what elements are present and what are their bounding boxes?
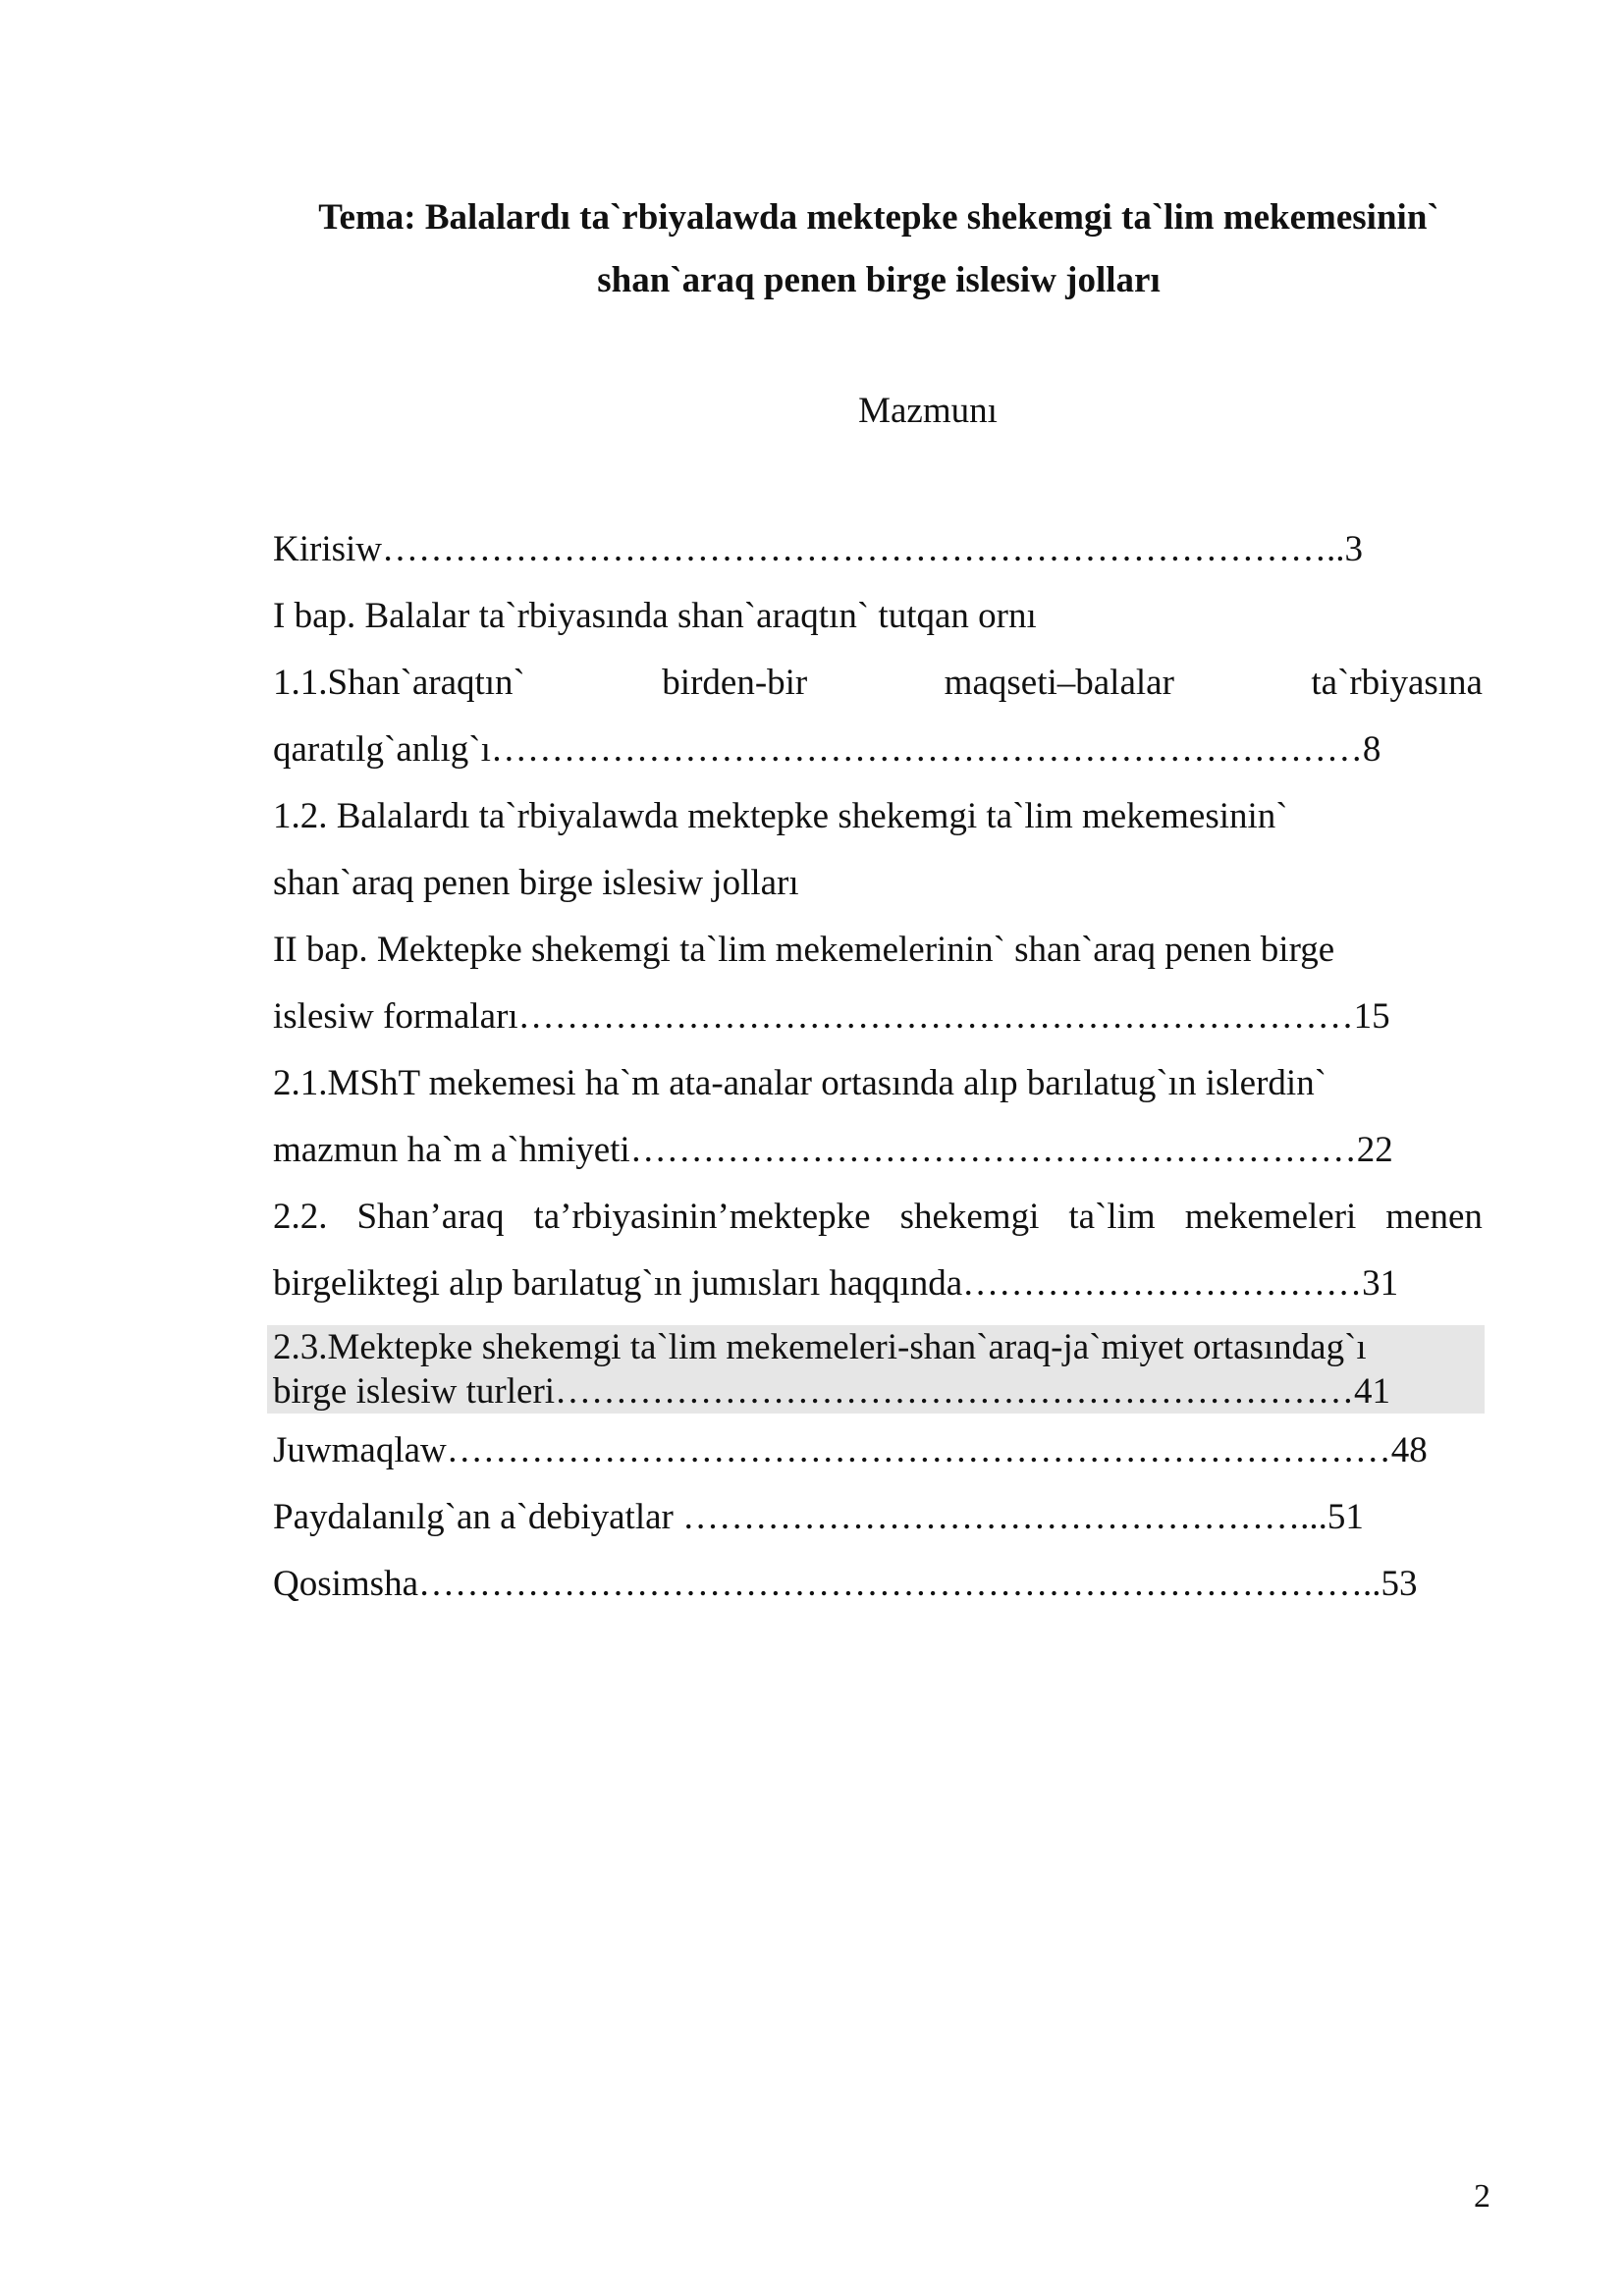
- toc-entry-2-3-highlighted: [267, 1325, 1485, 1414]
- toc-entry-introduction: Kirisiw……………………………………………………………………..3: [273, 529, 1363, 569]
- toc-word: ta`rbiyasına: [1311, 663, 1483, 703]
- toc-entry-2-2: [273, 1184, 1483, 1251]
- toc-word: Shan’araq: [356, 1197, 505, 1237]
- toc-entry-chapter-2-continued: islesiw formaları……………………………………………………………15: [273, 996, 1390, 1037]
- toc-entry-2-2-continued: birgeliktegi alıp barılatug`ın jumısları haqqında……………………………31: [273, 1263, 1399, 1304]
- title-line-1: Tema: Balalardı ta`rbiyalawda mektepke shekemgi ta`lim mekemesinin`: [318, 197, 1439, 238]
- toc-word: birden-bir: [662, 663, 808, 703]
- toc-word: shekemgi: [899, 1197, 1040, 1237]
- table-of-contents-end: [273, 1417, 1483, 1618]
- toc-entry-references: Paydalanılg`an a`debiyatlar ……………………………………………...51: [273, 1497, 1364, 1537]
- toc-word: mekemeleri: [1184, 1197, 1357, 1237]
- toc-entry-2-1-continued: mazmun ha`m a`hmiyeti……………………………………………………22: [273, 1130, 1393, 1170]
- toc-word: 2.2.: [273, 1197, 328, 1237]
- toc-entry-chapter-2: II bap. Mektepke shekemgi ta`lim mekemelerinin` shan`araq penen birge: [273, 930, 1335, 970]
- toc-entry-1-1: [273, 650, 1483, 717]
- toc-word: maqseti–balalar: [944, 663, 1174, 703]
- toc-word: ta`lim: [1068, 1197, 1156, 1237]
- contents-heading: Mazmunı: [858, 391, 998, 431]
- toc-word: ta’rbiyasinin’mektepke: [533, 1197, 871, 1237]
- document-title: [196, 187, 1561, 312]
- toc-entry-1-1-continued: qaratılg`anlıg`ı………………………………………………………………8: [273, 729, 1381, 770]
- toc-entry-appendix: Qosimsha……………………………………………………………………..53: [273, 1564, 1418, 1604]
- toc-word: menen: [1385, 1197, 1483, 1237]
- toc-entry-2-1: 2.1.MShT mekemesi ha`m ata-analar ortasında alıp barılatug`ın islerdin`: [273, 1063, 1327, 1103]
- toc-entry-1-2-continued: shan`araq penen birge islesiw jolları: [273, 863, 799, 903]
- toc-entry-1-2: 1.2. Balalardı ta`rbiyalawda mektepke shekemgi ta`lim mekemesinin`: [273, 796, 1288, 836]
- toc-entry-2-3: 2.3.Mektepke shekemgi ta`lim mekemeleri-shan`araq-ja`miyet ortasındag`ı: [273, 1327, 1367, 1367]
- title-line-2: shan`araq penen birge islesiw jolları: [597, 260, 1161, 300]
- toc-entry-conclusion: Juwmaqlaw……………………………………………………………………48: [273, 1430, 1428, 1470]
- page-number: 2: [1474, 2178, 1490, 2215]
- table-of-contents: [273, 516, 1483, 1317]
- toc-entry-2-3-continued: birge islesiw turleri…………………………………………………………41: [273, 1371, 1391, 1412]
- toc-entry-chapter-1: I bap. Balalar ta`rbiyasında shan`araqtın` tutqan ornı: [273, 596, 1037, 636]
- toc-word: 1.1.Shan`araqtın`: [273, 663, 525, 703]
